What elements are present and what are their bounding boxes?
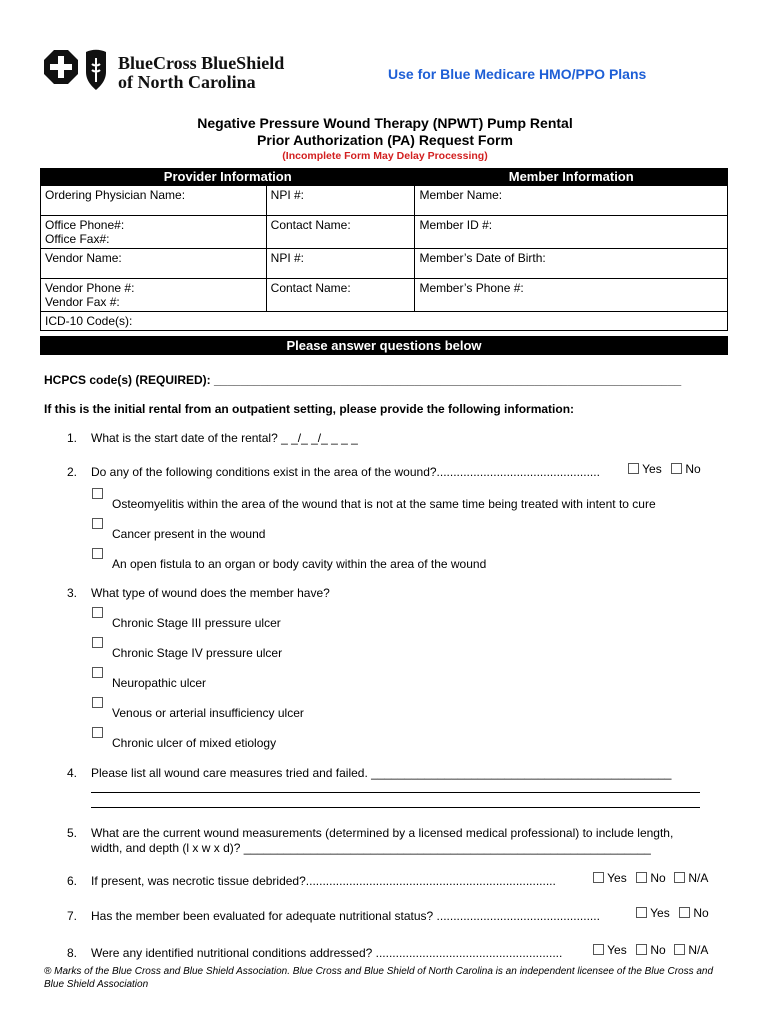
question-5-measurements[interactable]: width, and depth (l x w x d)? _____________________________________________________________ — [91, 841, 651, 855]
q7-no-checkbox[interactable] — [679, 907, 690, 918]
q8-yes-label: Yes — [607, 943, 627, 957]
information-table — [40, 168, 728, 331]
q7-yes-label: Yes — [650, 906, 670, 920]
q2-option-2-label: Cancer present in the wound — [112, 527, 266, 541]
q8-yes-option[interactable] — [593, 943, 627, 957]
footer-text: Marks of the Blue Cross and Blue Shield Association. Blue Cross and Blue Shield of North Carolina is an independent licensee of the Blue Cross and Blue Shield Association — [44, 966, 714, 990]
member-info-header: Member Information — [415, 169, 728, 186]
vendor-name-field[interactable]: Vendor Name: — [41, 249, 267, 279]
q6-no-label: No — [650, 871, 666, 885]
q8-no-option[interactable] — [636, 943, 666, 957]
office-fax-field: Office Fax#: — [45, 232, 110, 246]
q8-no-label: No — [650, 943, 666, 957]
q3-option-3-label: Neuropathic ulcer — [112, 676, 207, 690]
q8-na-option[interactable] — [674, 943, 708, 957]
vendor-contact-cell[interactable] — [41, 279, 267, 312]
bcbs-logo-icon — [42, 46, 116, 98]
vendor-phone-field: Vendor Phone #: — [45, 281, 135, 295]
question-number-6: 6. — [67, 874, 78, 888]
question-7-text: Has the member been evaluated for adequate nutritional status? ................................................. — [91, 909, 600, 923]
q3-option-3-checkbox[interactable] — [92, 667, 103, 678]
q4-answer-line-2[interactable] — [91, 792, 700, 793]
q6-yes-checkbox[interactable] — [593, 872, 604, 883]
question-1-start-date[interactable]: What is the start date of the rental? _ _/_ _/_ _ _ _ — [91, 431, 358, 445]
question-number-4: 4. — [67, 766, 78, 780]
question-5-text-line1: What are the current wound measurements (determined by a licensed medical professional) to include length, — [91, 826, 674, 840]
icd10-codes-field[interactable]: ICD-10 Code(s): — [41, 312, 728, 331]
member-dob-field[interactable]: Member’s Date of Birth: — [415, 249, 728, 279]
q6-no-option[interactable] — [636, 871, 666, 885]
contact-name-field-1[interactable]: Contact Name: — [266, 216, 415, 249]
q3-option-1-checkbox[interactable] — [92, 607, 103, 618]
question-number-5: 5. — [67, 826, 78, 840]
office-phone-field: Office Phone#: — [45, 218, 125, 232]
npi-field-1[interactable]: NPI #: — [266, 186, 415, 216]
q2-no-label: No — [685, 462, 701, 476]
registered-mark: ® — [44, 966, 52, 977]
q6-na-option[interactable] — [674, 871, 708, 885]
member-id-field[interactable]: Member ID #: — [415, 216, 728, 249]
member-phone-field[interactable]: Member’s Phone #: — [415, 279, 728, 312]
q2-no-checkbox[interactable] — [671, 463, 682, 474]
q2-option-1-label: Osteomyelitis within the area of the wound that is not at the same time being treated with intent to cure — [112, 497, 656, 511]
form-title-line2: Prior Authorization (PA) Request Form — [257, 132, 513, 148]
q3-option-4-label: Venous or arterial insufficiency ulcer — [112, 706, 304, 720]
member-name-field[interactable]: Member Name: — [415, 186, 728, 216]
provider-info-header: Provider Information — [41, 169, 415, 186]
form-title-line1: Negative Pressure Wound Therapy (NPWT) Pump Rental — [197, 115, 573, 131]
q2-yes-checkbox[interactable] — [628, 463, 639, 474]
q8-na-label: N/A — [688, 943, 709, 957]
processing-warning: (Incomplete Form May Delay Processing) — [282, 150, 488, 162]
q3-option-2-label: Chronic Stage IV pressure ulcer — [112, 646, 283, 660]
question-4-text[interactable]: Please list all wound care measures tried and failed. _____________________________________________ — [91, 766, 672, 780]
q3-option-4-checkbox[interactable] — [92, 697, 103, 708]
footer-disclaimer — [44, 965, 734, 991]
q2-yes-label: Yes — [642, 462, 662, 476]
q7-no-option[interactable] — [679, 906, 709, 920]
question-3-text: What type of wound does the member have? — [91, 586, 330, 600]
q2-option-1-checkbox[interactable] — [92, 488, 103, 499]
q2-option-2-checkbox[interactable] — [92, 518, 103, 529]
org-name-line2: of North Carolina — [118, 72, 256, 92]
plan-note: Use for Blue Medicare HMO/PPO Plans — [388, 66, 647, 82]
contact-name-field-2[interactable]: Contact Name: — [266, 279, 415, 312]
q2-option-3-label: An open fistula to an organ or body cavity within the area of the wound — [112, 557, 487, 571]
q3-option-5-label: Chronic ulcer of mixed etiology — [112, 736, 277, 750]
office-contact-cell[interactable] — [41, 216, 267, 249]
question-number-3: 3. — [67, 586, 78, 600]
question-number-7: 7. — [67, 909, 78, 923]
question-8-text: Were any identified nutritional conditions addressed? ........................................................ — [91, 946, 563, 960]
question-number-8: 8. — [67, 946, 78, 960]
q8-no-checkbox[interactable] — [636, 944, 647, 955]
hcpcs-codes-field[interactable]: HCPCS code(s) (REQUIRED): ______________________________________________________________________ — [44, 373, 682, 387]
q6-yes-option[interactable] — [593, 871, 627, 885]
q3-option-2-checkbox[interactable] — [92, 637, 103, 648]
org-name-line1: BlueCross BlueShield — [118, 53, 285, 73]
q7-no-label: No — [693, 906, 709, 920]
q7-yes-checkbox[interactable] — [636, 907, 647, 918]
question-number-1: 1. — [67, 431, 78, 445]
q6-yes-label: Yes — [607, 871, 627, 885]
questions-header: Please answer questions below — [40, 336, 728, 355]
initial-rental-instruction: If this is the initial rental from an outpatient setting, please provide the following information: — [44, 402, 575, 416]
q6-na-label: N/A — [688, 871, 709, 885]
vendor-fax-field: Vendor Fax #: — [45, 295, 120, 309]
question-number-2: 2. — [67, 465, 78, 479]
q2-option-3-checkbox[interactable] — [92, 548, 103, 559]
question-6-text: If present, was necrotic tissue debrided?........................................................................... — [91, 874, 556, 888]
q4-answer-line-3[interactable] — [91, 807, 700, 808]
q3-option-1-label: Chronic Stage III pressure ulcer — [112, 616, 281, 630]
q7-yes-option[interactable] — [636, 906, 670, 920]
q6-no-checkbox[interactable] — [636, 872, 647, 883]
question-2-text: Do any of the following conditions exist in the area of the wound?................................................. — [91, 465, 600, 479]
q2-yes-option[interactable] — [628, 462, 662, 476]
q8-yes-checkbox[interactable] — [593, 944, 604, 955]
q3-option-5-checkbox[interactable] — [92, 727, 103, 738]
npi-field-2[interactable]: NPI #: — [266, 249, 415, 279]
q2-no-option[interactable] — [671, 462, 701, 476]
q6-na-checkbox[interactable] — [674, 872, 685, 883]
q8-na-checkbox[interactable] — [674, 944, 685, 955]
ordering-physician-field[interactable]: Ordering Physician Name: — [41, 186, 267, 216]
org-name — [118, 54, 284, 92]
